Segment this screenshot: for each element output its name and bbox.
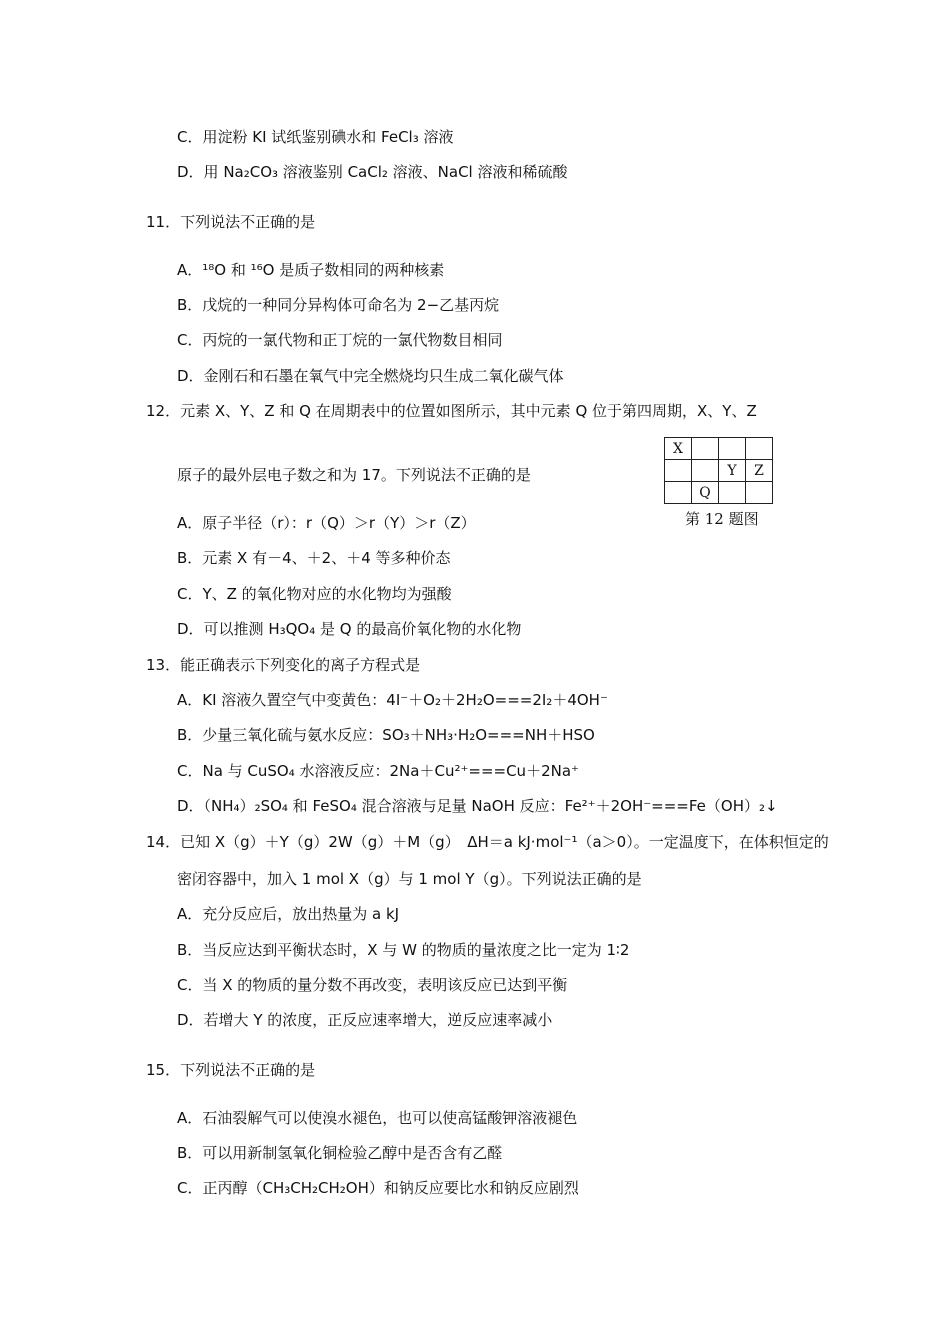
q13-option-d: D．（NH₄）₂SO₄ 和 FeSO₄ 混合溶液与足量 NaOH 反应：Fe²⁺＋2OH⁻===Fe（OH）₂↓ [177,797,778,815]
q10-option-d: D．用 Na₂CO₃ 溶液鉴别 CaCl₂ 溶液、NaCl 溶液和稀硫酸 [177,163,568,181]
q10-option-c: C．用淀粉 KI 试纸鉴别碘水和 FeCl₃ 溶液 [177,128,454,146]
q13-stem: 13．能正确表示下列变化的离子方程式是 [146,656,421,674]
grid-cell [719,482,746,504]
grid-cell: Y [719,460,746,482]
grid-cell: Q [692,482,719,504]
q12-option-c: C．Y、Z 的氧化物对应的水化物均为强酸 [177,585,452,603]
q12-stem: 12．元素 X、Y、Z 和 Q 在周期表中的位置如图所示，其中元素 Q 位于第四周期，X、Y、Z [146,402,757,420]
grid-cell [665,460,692,482]
grid-cell: X [665,438,692,460]
q13-option-c: C．Na 与 CuSO₄ 水溶液反应：2Na＋Cu²⁺===Cu＋2Na⁺ [177,762,579,780]
grid-cell [719,438,746,460]
q15-option-c: C．正丙醇（CH₃CH₂CH₂OH）和钠反应要比水和钠反应剧烈 [177,1179,579,1197]
periodic-table-figure [664,437,773,504]
q15-option-b: B．可以用新制氢氧化铜检验乙醇中是否含有乙醛 [177,1144,503,1162]
q14-option-d: D．若增大 Y 的浓度，正反应速率增大，逆反应速率减小 [177,1011,553,1029]
q13-option-b: B．少量三氧化硫与氨水反应：SO₃＋NH₃·H₂O===NH＋HSO [177,726,595,744]
figure-caption: 第 12 题图 [685,510,759,528]
q11-option-c: C．丙烷的一氯代物和正丁烷的一氯代物数目相同 [177,331,503,349]
q14-stem-continued: 密闭容器中，加入 1 mol X（g）与 1 mol Y（g）。下列说法正确的是 [177,870,642,888]
q11-option-b: B．戊烷的一种同分异构体可命名为 2−乙基丙烷 [177,296,500,314]
q15-option-a: A．石油裂解气可以使溴水褪色，也可以使高锰酸钾溶液褪色 [177,1109,578,1127]
q14-option-a: A．充分反应后，放出热量为 a kJ [177,905,400,923]
q11-option-d: D．金刚石和石墨在氧气中完全燃烧均只生成二氧化碳气体 [177,367,564,385]
q11-stem: 11．下列说法不正确的是 [146,213,316,231]
q14-option-c: C．当 X 的物质的量分数不再改变，表明该反应已达到平衡 [177,976,568,994]
grid-cell [692,460,719,482]
q12-stem-continued: 原子的最外层电子数之和为 17。下列说法不正确的是 [177,466,531,484]
grid-cell [746,482,773,504]
q12-option-b: B．元素 X 有－4、＋2、＋4 等多种价态 [177,549,451,567]
q12-option-a: A．原子半径（r）：r（Q）＞r（Y）＞r（Z） [177,514,476,532]
grid-cell [692,438,719,460]
periodic-table-grid [664,437,773,504]
q14-stem: 14．已知 X（g）＋Y（g）2W（g）＋M（g） ΔH＝a kJ·mol⁻¹（a＞0）。一定温度下，在体积恒定的 [146,833,829,851]
grid-cell [746,438,773,460]
q14-option-b: B．当反应达到平衡状态时，X 与 W 的物质的量浓度之比一定为 1∶2 [177,941,630,959]
grid-cell [665,482,692,504]
q11-option-a: A．¹⁸O 和 ¹⁶O 是质子数相同的两种核素 [177,261,445,279]
q12-option-d: D．可以推测 H₃QO₄ 是 Q 的最高价氧化物的水化物 [177,620,522,638]
q15-stem: 15．下列说法不正确的是 [146,1061,316,1079]
q13-option-a: A．KI 溶液久置空气中变黄色：4I⁻＋O₂＋2H₂O===2I₂＋4OH⁻ [177,691,608,709]
grid-cell: Z [746,460,773,482]
